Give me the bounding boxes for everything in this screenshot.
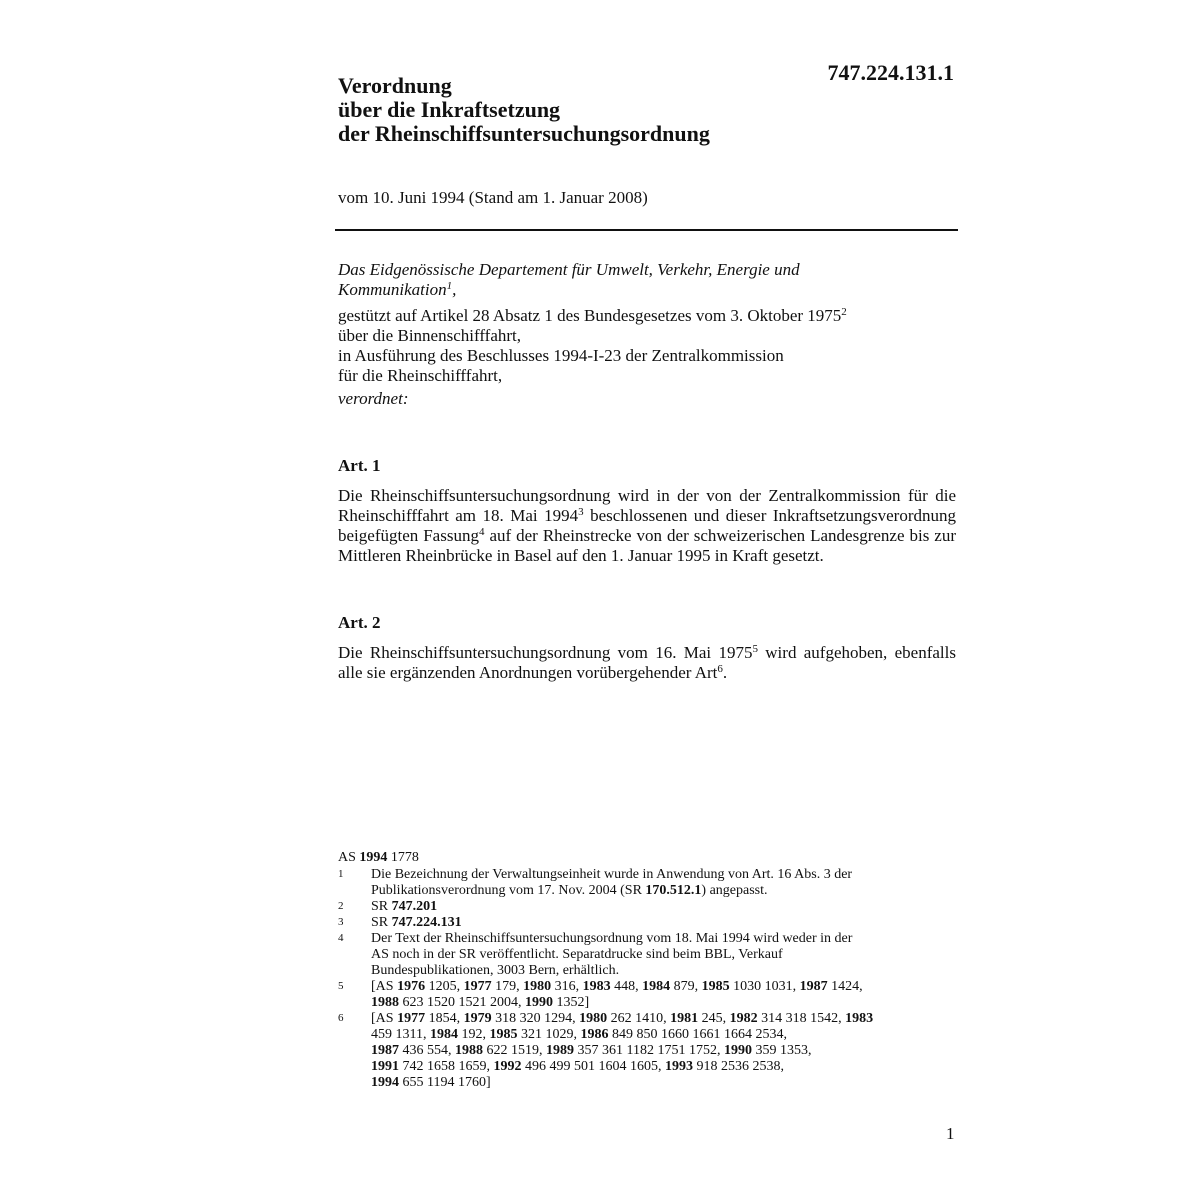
footnote-bold-segment: 1980: [523, 979, 552, 994]
article-title: Art. 1: [338, 456, 381, 475]
footnote-segment: 849 850 1660 1661 1664 2534,: [608, 1027, 787, 1042]
footnote-ref[interactable]: 3: [578, 506, 584, 518]
issuer-line: Kommunikation: [338, 280, 447, 299]
article-title: Art. 2: [338, 613, 381, 632]
footnote-text: [371, 979, 958, 1011]
footnote-segment: 1352]: [553, 995, 590, 1010]
footnote-segment: 459 1311,: [371, 1027, 430, 1042]
footnote-line: [371, 1043, 958, 1059]
execution-line: in Ausführung des Beschlusses 1994-I-23 der Zentralkommission: [338, 346, 784, 365]
footnote-bold-segment: 1990: [723, 1043, 752, 1058]
footnote-text: [371, 1011, 958, 1091]
legal-basis-text: gestützt auf Artikel 28 Absatz 1 des Bundesgesetzes vom 3. Oktober 1975: [338, 306, 842, 325]
issuer-suffix: ,: [452, 280, 457, 299]
footnote-segment: Der Text der Rheinschiffsuntersuchungsordnung vom 18. Mai 1994 wird weder in der: [371, 931, 853, 946]
date-line: vom 10. Juni 1994 (Stand am 1. Januar 2008): [338, 188, 648, 207]
footnote-ref[interactable]: 2: [841, 306, 847, 318]
issuer-line: [338, 280, 958, 300]
title-line: der Rheinschiffsuntersuchungsordnung: [338, 121, 710, 146]
footnote-text: [371, 915, 958, 931]
footnote-line: [371, 883, 958, 899]
ordains-clause: verordnet:: [338, 389, 409, 408]
footnote-segment: 179,: [491, 979, 524, 994]
page-number: 1: [946, 1124, 955, 1143]
footnote-line: [371, 931, 958, 947]
article-1: [338, 456, 956, 566]
footnote-line: [371, 1075, 958, 1091]
as-page: 1778: [387, 850, 419, 865]
footnote-segment: 879,: [670, 979, 702, 994]
footnote-ref[interactable]: 1: [446, 280, 453, 292]
footnote-line: [371, 979, 958, 995]
legal-basis: [338, 306, 958, 326]
footnote-line: [371, 1059, 958, 1075]
footnote-segment: 1854,: [425, 1011, 464, 1026]
footnote-segment: 1030 1031,: [729, 979, 800, 994]
footnote-segment: [AS: [371, 979, 398, 994]
as-prefix: AS: [338, 850, 356, 865]
footnote-text: [371, 867, 958, 899]
footnote-bold-segment: 1988: [371, 995, 399, 1010]
footnote-segment: 655 1194 1760]: [399, 1075, 491, 1090]
footnote-segment: [AS: [371, 1011, 398, 1026]
footnote: [338, 979, 958, 1011]
footnote-number: 5: [338, 980, 344, 992]
footnote-number: 6: [338, 1012, 344, 1024]
footnote-segment: SR: [371, 915, 392, 930]
footnotes: [338, 850, 958, 1091]
footnote-bold-segment: 1987: [799, 979, 828, 994]
footnote-bold-segment: 1979: [463, 1011, 492, 1026]
footnote-list: [338, 867, 958, 1091]
article-text-part: .: [722, 663, 728, 682]
footnote-segment: 314 318 1542,: [757, 1011, 846, 1026]
footnote-segment: 623 1520 1521 2004,: [399, 995, 525, 1010]
footnote-bold-segment: 1987: [371, 1043, 399, 1058]
article-text: [338, 486, 956, 566]
footnote-line: [371, 1011, 958, 1027]
footnote-bold-segment: 1983: [582, 979, 611, 994]
footnote-segment: 318 320 1294,: [491, 1011, 580, 1026]
title-line: über die Inkraftsetzung: [338, 97, 561, 122]
footnote-segment: SR: [371, 899, 392, 914]
footnote-bold-segment: 747.201: [391, 899, 438, 914]
sr-number: 747.224.131.1: [827, 60, 954, 85]
footnote-line: [371, 899, 958, 915]
footnote-line: [371, 867, 958, 883]
footnote-line: [371, 947, 958, 963]
footnote-line: [371, 1027, 958, 1043]
footnote-bold-segment: 1989: [546, 1043, 574, 1058]
footnote-segment: 359 1353,: [751, 1043, 812, 1058]
footnote-segment: AS noch in der SR veröffentlicht. Separatdrucke sind beim BBL, Verkauf: [371, 947, 783, 962]
article-2: [338, 613, 956, 683]
article-text-part: Die Rheinschiffsuntersuchungsordnung wird in der von der Zentralkommission für die Rheinschifffahrt am 18. Mai 1994: [338, 486, 956, 525]
footnote-bold-segment: 1985: [489, 1027, 518, 1042]
article-text-part: Die Rheinschiffsuntersuchungsordnung vom 16. Mai 1975: [338, 643, 753, 662]
footnote: [338, 915, 958, 931]
footnote-bold-segment: 1992: [493, 1059, 522, 1074]
footnote-segment: 918 2536 2538,: [693, 1059, 784, 1074]
article-text-part: wird aufgehoben, ebenfalls alle sie ergänzenden Anordnungen vorübergehender Art: [338, 643, 956, 682]
footnote-segment: 1205,: [425, 979, 464, 994]
issuer: [338, 260, 958, 300]
footnote-bold-segment: 1985: [701, 979, 730, 994]
as-reference: [338, 850, 958, 866]
title-rule: [335, 229, 958, 231]
footnote-ref[interactable]: 4: [478, 526, 485, 538]
footnote-ref[interactable]: 5: [752, 643, 758, 655]
footnote: [338, 931, 958, 979]
article-text-part: auf der Rheinstrecke von der schweizerischen Landesgrenze bis zur Mittleren Rheinbrücke in Basel auf den 1. Januar 1995 in Kraft gesetzt.: [338, 526, 956, 565]
footnote-bold-segment: 1982: [729, 1011, 758, 1026]
preamble: [338, 260, 958, 409]
footnote-line: [371, 995, 958, 1011]
footnote-number: 2: [338, 900, 344, 912]
article-text: [338, 643, 956, 683]
footnote: [338, 867, 958, 899]
footnote-ref[interactable]: 6: [717, 663, 723, 675]
footnote-segment: 1424,: [827, 979, 863, 994]
footnote-segment: 321 1029,: [517, 1027, 581, 1042]
footnote-segment: Publikationsverordnung vom 17. Nov. 2004 (SR: [371, 883, 646, 898]
footnote-segment: 742 1658 1659,: [399, 1059, 494, 1074]
footnote-bold-segment: 1984: [429, 1027, 458, 1042]
document-title: [338, 74, 898, 146]
footnote: [338, 1011, 958, 1091]
footnote-segment: 622 1519,: [483, 1043, 546, 1058]
footnote-bold-segment: 1990: [525, 995, 553, 1010]
footnote-bold-segment: 1988: [455, 1043, 483, 1058]
footnote-segment: 357 361 1182 1751 1752,: [574, 1043, 724, 1058]
footnote-number: 3: [338, 916, 344, 928]
footnote-line: [371, 963, 958, 979]
footnote: [338, 899, 958, 915]
legal-basis-line: über die Binnenschifffahrt,: [338, 326, 522, 345]
footnote-bold-segment: 170.512.1: [645, 883, 702, 898]
footnote-bold-segment: 1986: [580, 1027, 609, 1042]
footnote-number: 4: [338, 932, 344, 944]
footnote-bold-segment: 1977: [397, 1011, 426, 1026]
footnote-segment: ) angepasst.: [701, 883, 768, 898]
footnote-text: [371, 899, 958, 915]
footnote-bold-segment: 1994: [371, 1075, 399, 1090]
footnote-segment: Bundespublikationen, 3003 Bern, erhältlich.: [371, 963, 620, 978]
footnote-bold-segment: 1983: [845, 1011, 874, 1026]
footnote-segment: 448,: [610, 979, 643, 994]
footnote-text: [371, 931, 958, 979]
footnote-bold-segment: 1981: [670, 1011, 699, 1026]
title-line: Verordnung: [338, 73, 452, 98]
footnote-segment: 316,: [551, 979, 583, 994]
footnote-bold-segment: 1980: [579, 1011, 608, 1026]
footnote-bold-segment: 747.224.131: [391, 915, 462, 930]
footnote-bold-segment: 1976: [397, 979, 426, 994]
as-year: 1994: [359, 850, 388, 865]
footnote-segment: 436 554,: [399, 1043, 455, 1058]
footnote-bold-segment: 1991: [371, 1059, 399, 1074]
footnote-segment: 245,: [698, 1011, 730, 1026]
footnote-bold-segment: 1977: [463, 979, 492, 994]
footnote-line: [371, 915, 958, 931]
footnote-segment: 496 499 501 1604 1605,: [521, 1059, 665, 1074]
footnote-segment: Die Bezeichnung der Verwaltungseinheit wurde in Anwendung von Art. 16 Abs. 3 der: [371, 867, 853, 882]
footnote-bold-segment: 1984: [642, 979, 671, 994]
footnote-segment: 262 1410,: [607, 1011, 671, 1026]
article-text-part: beschlossenen und dieser Inkraftsetzungsverordnung beigefügten Fassung: [338, 506, 956, 545]
footnote-bold-segment: 1993: [665, 1059, 693, 1074]
execution-line: für die Rheinschifffahrt,: [338, 366, 503, 385]
footnote-segment: 192,: [457, 1027, 490, 1042]
issuer-line: Das Eidgenössische Departement für Umwelt, Verkehr, Energie und: [338, 260, 800, 279]
footnote-number: 1: [338, 868, 344, 880]
